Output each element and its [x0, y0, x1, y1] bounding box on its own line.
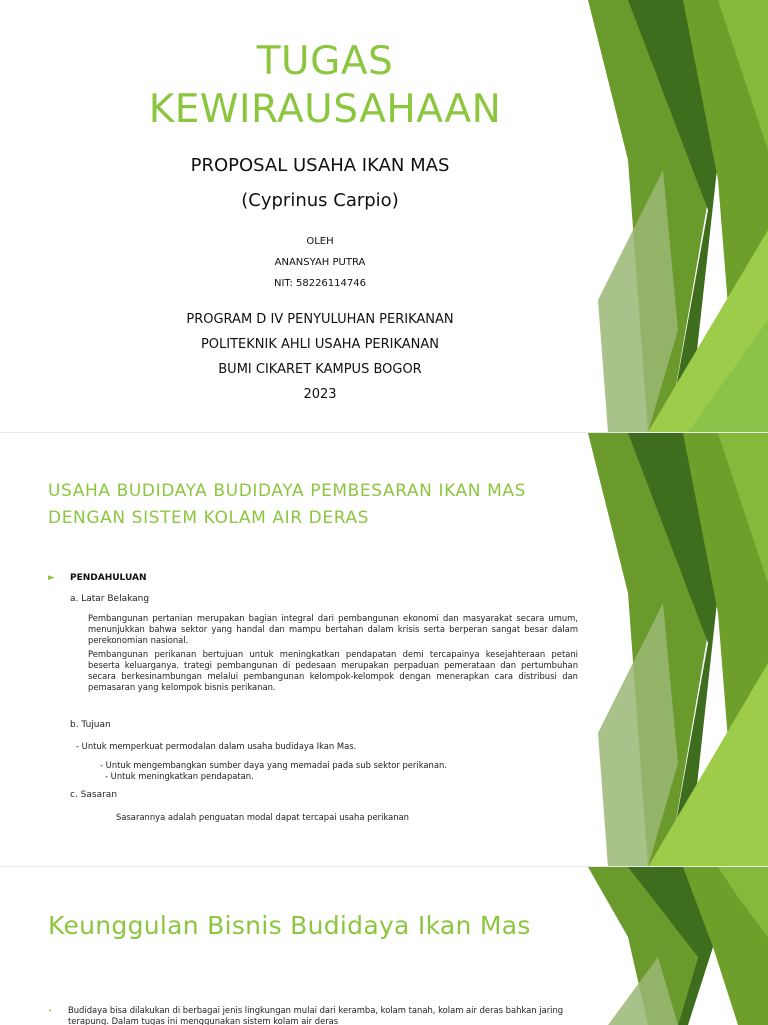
label-goals: b. Tujuan — [70, 720, 111, 730]
title-line-2: KEWIRAUSAHAAN — [148, 87, 502, 132]
institution-name: POLITEKNIK AHLI USAHA PERIKANAN — [200, 337, 440, 352]
slide-title — [0, 0, 768, 432]
author-nit: NIT: 58226114746 — [274, 278, 366, 289]
advantage-text: Budidaya bisa dilakukan di berbagai jenis lingkungan mulai dari keramba, kolam tanah, kolam air deras bahkan jaring terapung. Dalam tugas ini menggunakan sistem kolam air deras — [68, 1005, 564, 1025]
arrow-bullet-icon: ► — [48, 573, 55, 583]
slide-heading: Keunggulan Bisnis Budidaya Ikan Mas — [48, 911, 531, 940]
goal-item-1: - Untuk memperkuat permodalan dalam usaha budidaya Ikan Mas. — [76, 741, 357, 751]
author-name: ANANSYAH PUTRA — [274, 257, 366, 268]
slide-advantages — [0, 866, 768, 1025]
goal-item-2: - Untuk mengembangkan sumber daya yang memadai pada sub sektor perikanan. — [100, 760, 447, 770]
heading-line-2: DENGAN SISTEM KOLAM AIR DERAS — [48, 508, 370, 528]
slide-introduction — [0, 432, 768, 867]
label-background: a. Latar Belakang — [70, 594, 150, 604]
section-heading: PENDAHULUAN — [70, 573, 147, 583]
study-program: PROGRAM D IV PENYULUHAN PERIKANAN — [186, 312, 454, 327]
heading-line-1: USAHA BUDIDAYA BUDIDAYA PEMBESARAN IKAN MAS — [48, 481, 526, 501]
label-target: c. Sasaran — [70, 790, 118, 800]
presentation-title — [80, 38, 570, 134]
bullet-icon: • — [48, 1007, 53, 1015]
green-triangles-decoration — [588, 0, 768, 432]
paragraph-background-2: Pembangunan perikanan bertujuan untuk meningkatkan pendapatan demi tercapainya kesejahteraan petani beserta keluarganya. trategi pembangunan di pedesaan merupakan perpaduan pemerataan dan pertumbuhan secara berkesinambungan melalui pembangunan kelompok-kelompok dengan menerapkan cara distribusi dan pemasaran yang kelompok bisnis perikanan. — [88, 649, 578, 692]
paragraph-background-1: Pembangunan pertanian merupakan bagian integral dari pembangunan ekonomi dan masyarakat secara umum, menunjukkan bahwa sektor yang handal dan mampu bertahan dalam krisis serta berperan sangat besar dalam perekonomian nasional. — [88, 613, 578, 645]
green-triangles-decoration — [588, 867, 768, 1025]
proposal-subtitle: PROPOSAL USAHA IKAN MAS — [190, 155, 450, 176]
year: 2023 — [303, 387, 337, 402]
slide-heading — [48, 478, 568, 532]
goal-item-3: - Untuk meningkatkan pendapatan. — [105, 771, 254, 781]
target-text: Sasarannya adalah penguatan modal dapat tercapai usaha perikanan — [116, 812, 409, 822]
campus-name: BUMI CIKARET KAMPUS BOGOR — [218, 362, 422, 377]
scientific-name: (Cyprinus Carpio) — [241, 190, 399, 211]
title-line-1: TUGAS — [256, 39, 394, 84]
green-triangles-decoration — [588, 433, 768, 867]
by-label: OLEH — [306, 236, 334, 247]
